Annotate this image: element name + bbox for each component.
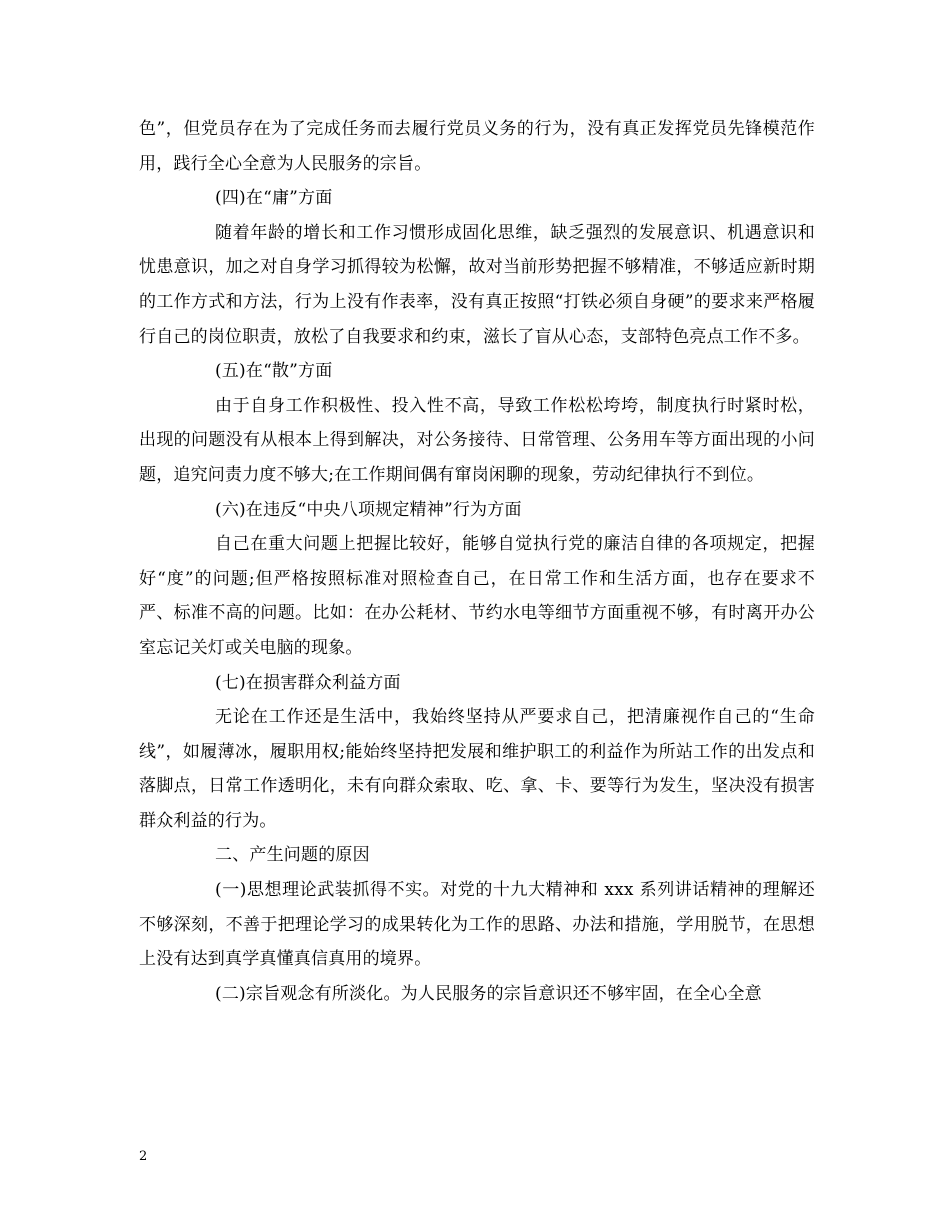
paragraph-eight-rules: 自己在重大问题上把握比较好，能够自觉执行党的廉洁自律的各项规定，把握好“度”的问题;但严格按照标准对照检查自己，在日常工作和生活方面，也存在要求不严、标准不高的问题。比如：在办公耗材、节约水电等细节方面重视不够，有时离开办公室忘记关灯或关电脑的现象。 — [139, 534, 815, 658]
paragraph-cause-two: (二)宗旨观念有所淡化。为人民服务的宗旨意识还不够牢固，在全心全意 — [215, 983, 762, 1004]
section-heading-san: (五)在“散”方面 — [215, 361, 333, 382]
page-number: 2 — [139, 1149, 148, 1164]
paragraph-yong: 随着年龄的增长和工作习惯形成固化思维，缺乏强烈的发展意识、机遇意识和忧患意识，加之对自身学习抓得较为松懈，故对当前形势把握不够精准，不够适应新时期的工作方式和方法，行为上没有作表率，没有真正按照“打铁必须自身硬”的要求来严格履行自己的岗位职责，放松了自我要求和约束，滋长了盲从心态，支部特色亮点工作不多。 — [139, 222, 815, 347]
section-heading-yong: (四)在“庸”方面 — [215, 188, 333, 209]
document-body — [139, 112, 815, 1011]
paragraph-san: 由于自身工作积极性、投入性不高，导致工作松松垮垮，制度执行时紧时松，出现的问题没有从根本上得到解决，对公务接待、日常管理、公务用车等方面出现的小问题，追究问责力度不够大;在工作期间偶有窜岗闲聊的现象，劳动纪律执行不到位。 — [139, 395, 815, 485]
chapter-heading-causes: 二、产生问题的原因 — [215, 845, 370, 866]
paragraph-continuation: 色”，但党员存在为了完成任务而去履行党员义务的行为，没有真正发挥党员先锋模范作用，践行全心全意为人民服务的宗旨。 — [139, 119, 815, 174]
section-heading-public-interest: (七)在损害群众利益方面 — [215, 672, 401, 693]
paragraph-cause-one: (一)思想理论武装抓得不实。对党的十九大精神和 xxx 系列讲话精神的理解还不够深刻，不善于把理论学习的成果转化为工作的思路、办法和措施，学用脱节，在思想上没有达到真学真懂真信真用的境界。 — [139, 880, 815, 970]
section-heading-eight-rules: (六)在违反“中央八项规定精神”行为方面 — [215, 499, 522, 520]
paragraph-public-interest: 无论在工作还是生活中，我始终坚持从严要求自己，把清廉视作自己的“生命线”，如履薄冰，履职用权;能始终坚持把发展和维护职工的利益作为所站工作的出发点和落脚点，日常工作透明化，未有向群众索取、吃、拿、卡、要等行为发生，坚决没有损害群众利益的行为。 — [139, 707, 815, 831]
